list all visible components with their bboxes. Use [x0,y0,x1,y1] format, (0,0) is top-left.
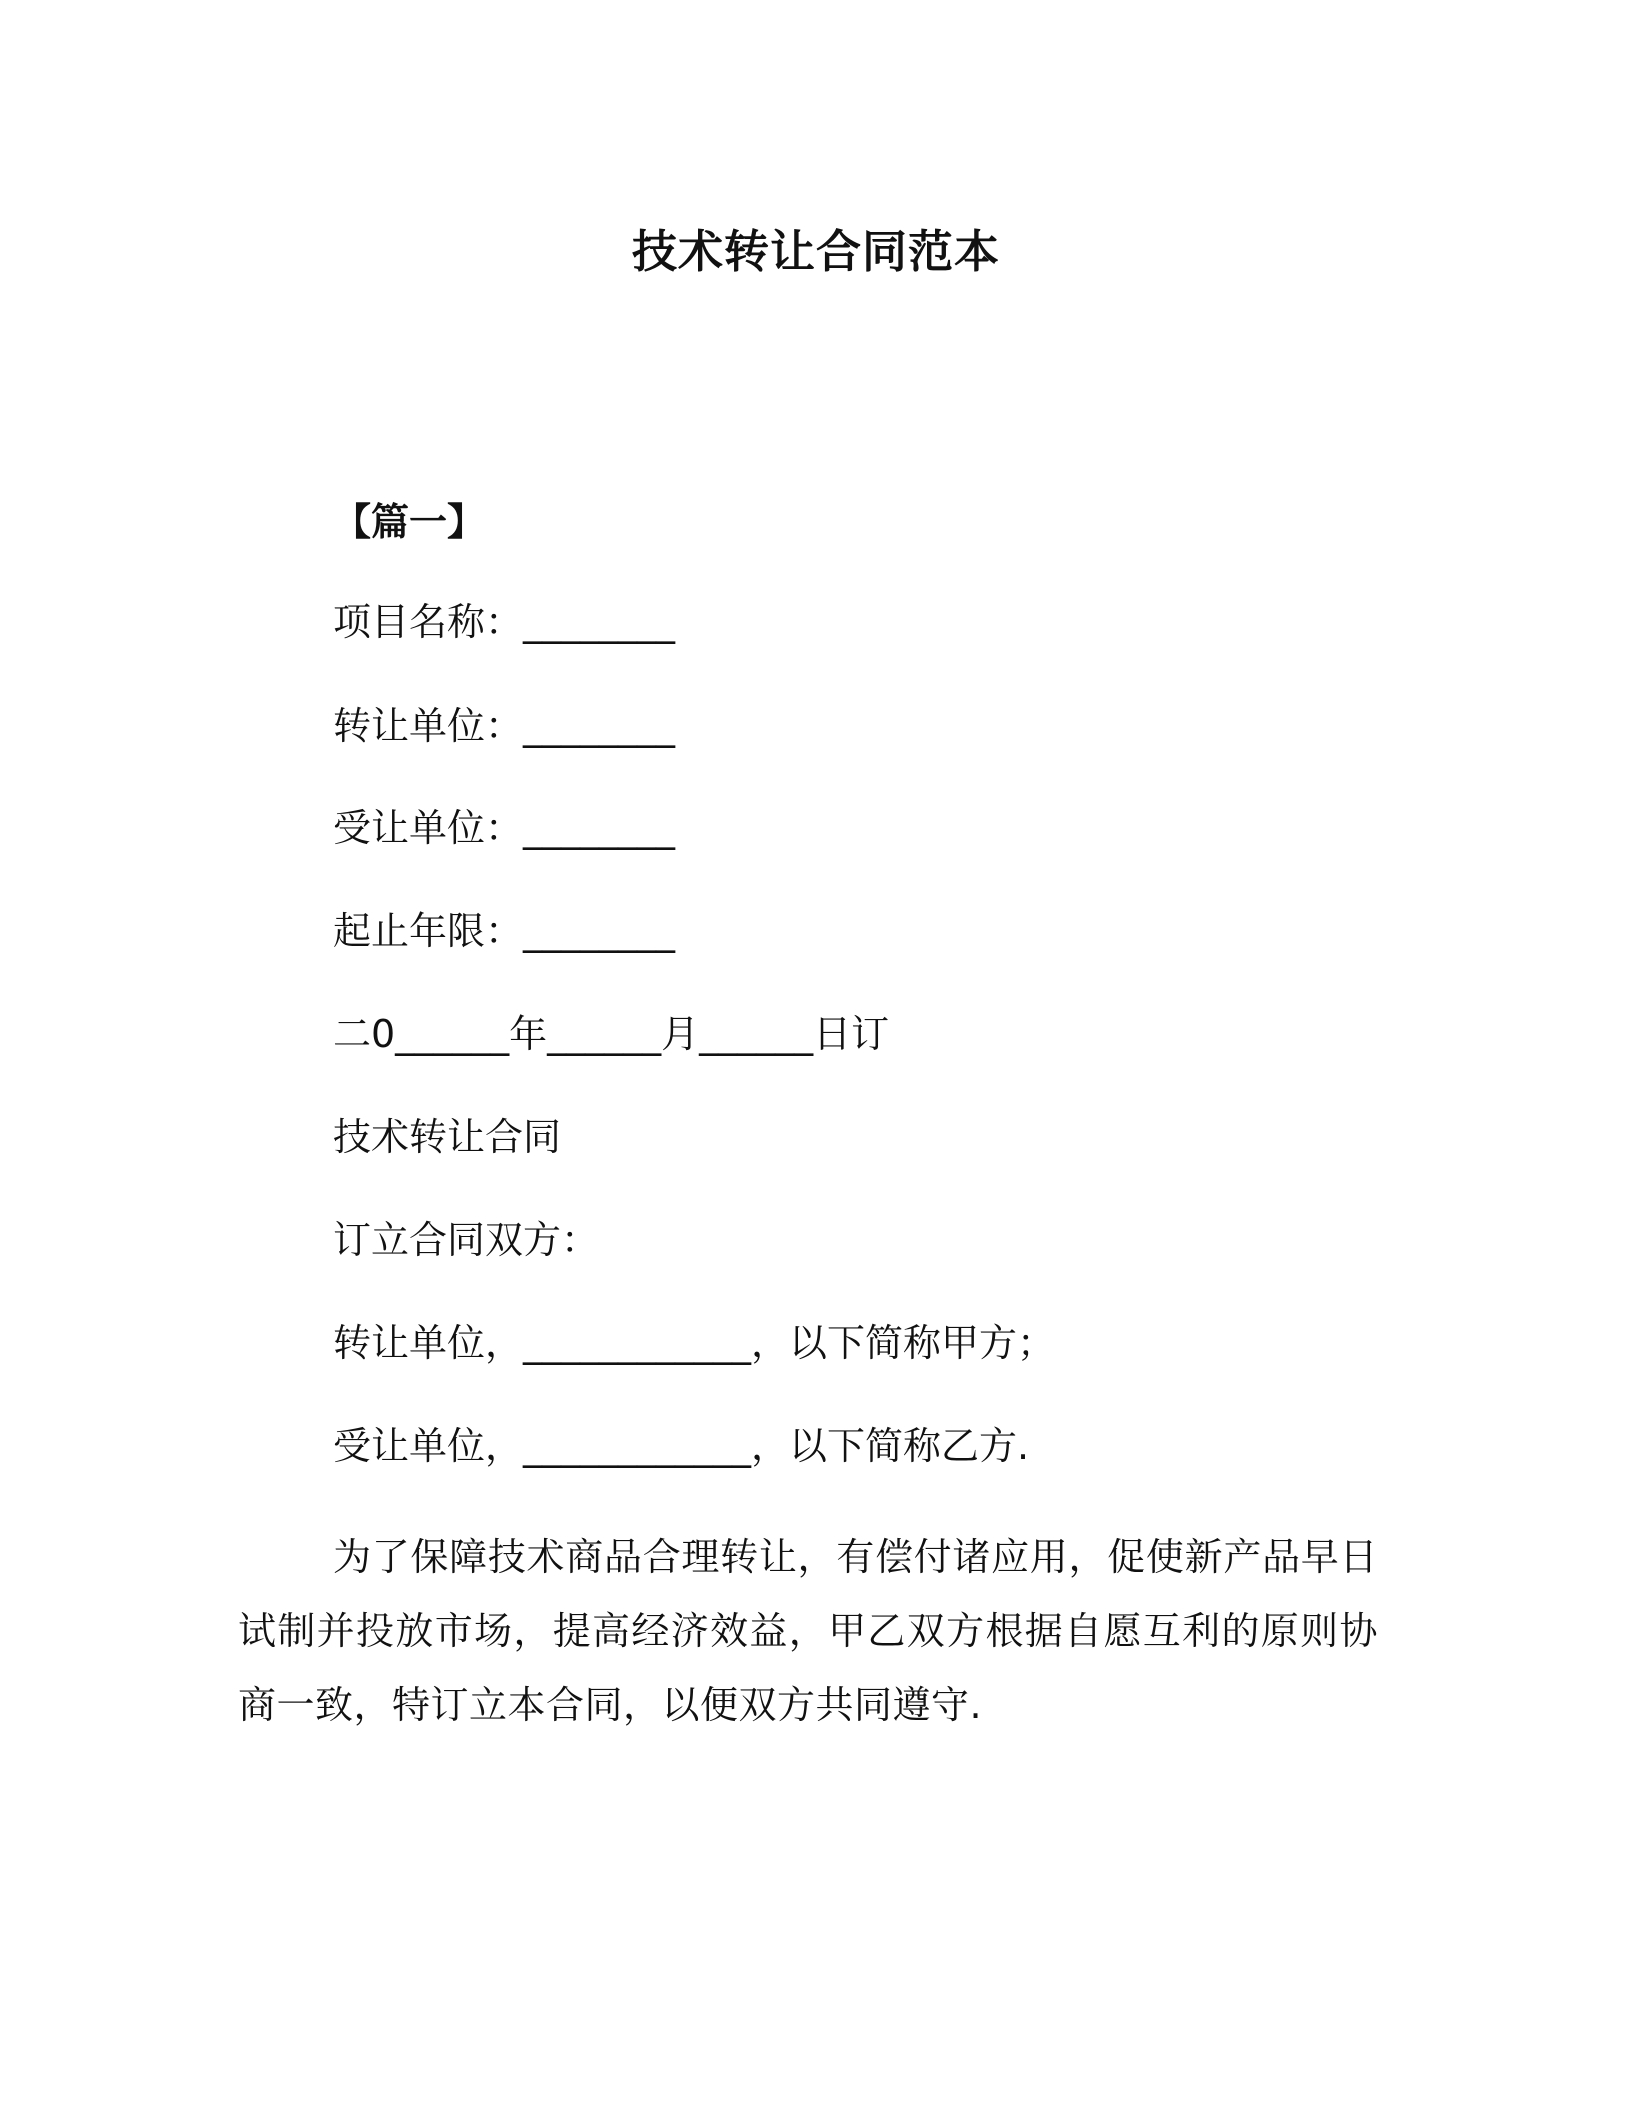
document-title: 技术转让合同范本 [631,225,1000,278]
signing-date-line: 二0______年______月______日订 [333,1012,890,1056]
field-transferee: 受让单位：________ [333,806,676,850]
field-term: 起止年限：________ [333,909,676,953]
purpose-paragraph: 为了保障技术商品合理转让，有偿付诸应用，促使新产品早日试制并投放市场，提高经济效益，甲乙双方根据自愿互利的原则协商一致，特订立本合同，以便双方共同遵守. [238,1535,1378,1727]
field-transferor: 转让单位：________ [333,704,676,748]
contract-subtitle: 技术转让合同 [333,1115,562,1159]
parties-heading: 订立合同双方： [333,1218,600,1262]
party-a-line: 转让单位，____________，以下简称甲方； [333,1321,1056,1365]
party-b-line: 受让单位，____________，以下简称乙方. [333,1424,1030,1468]
section-heading: 【篇一】 [333,500,486,544]
field-project-name: 项目名称：________ [333,600,676,644]
